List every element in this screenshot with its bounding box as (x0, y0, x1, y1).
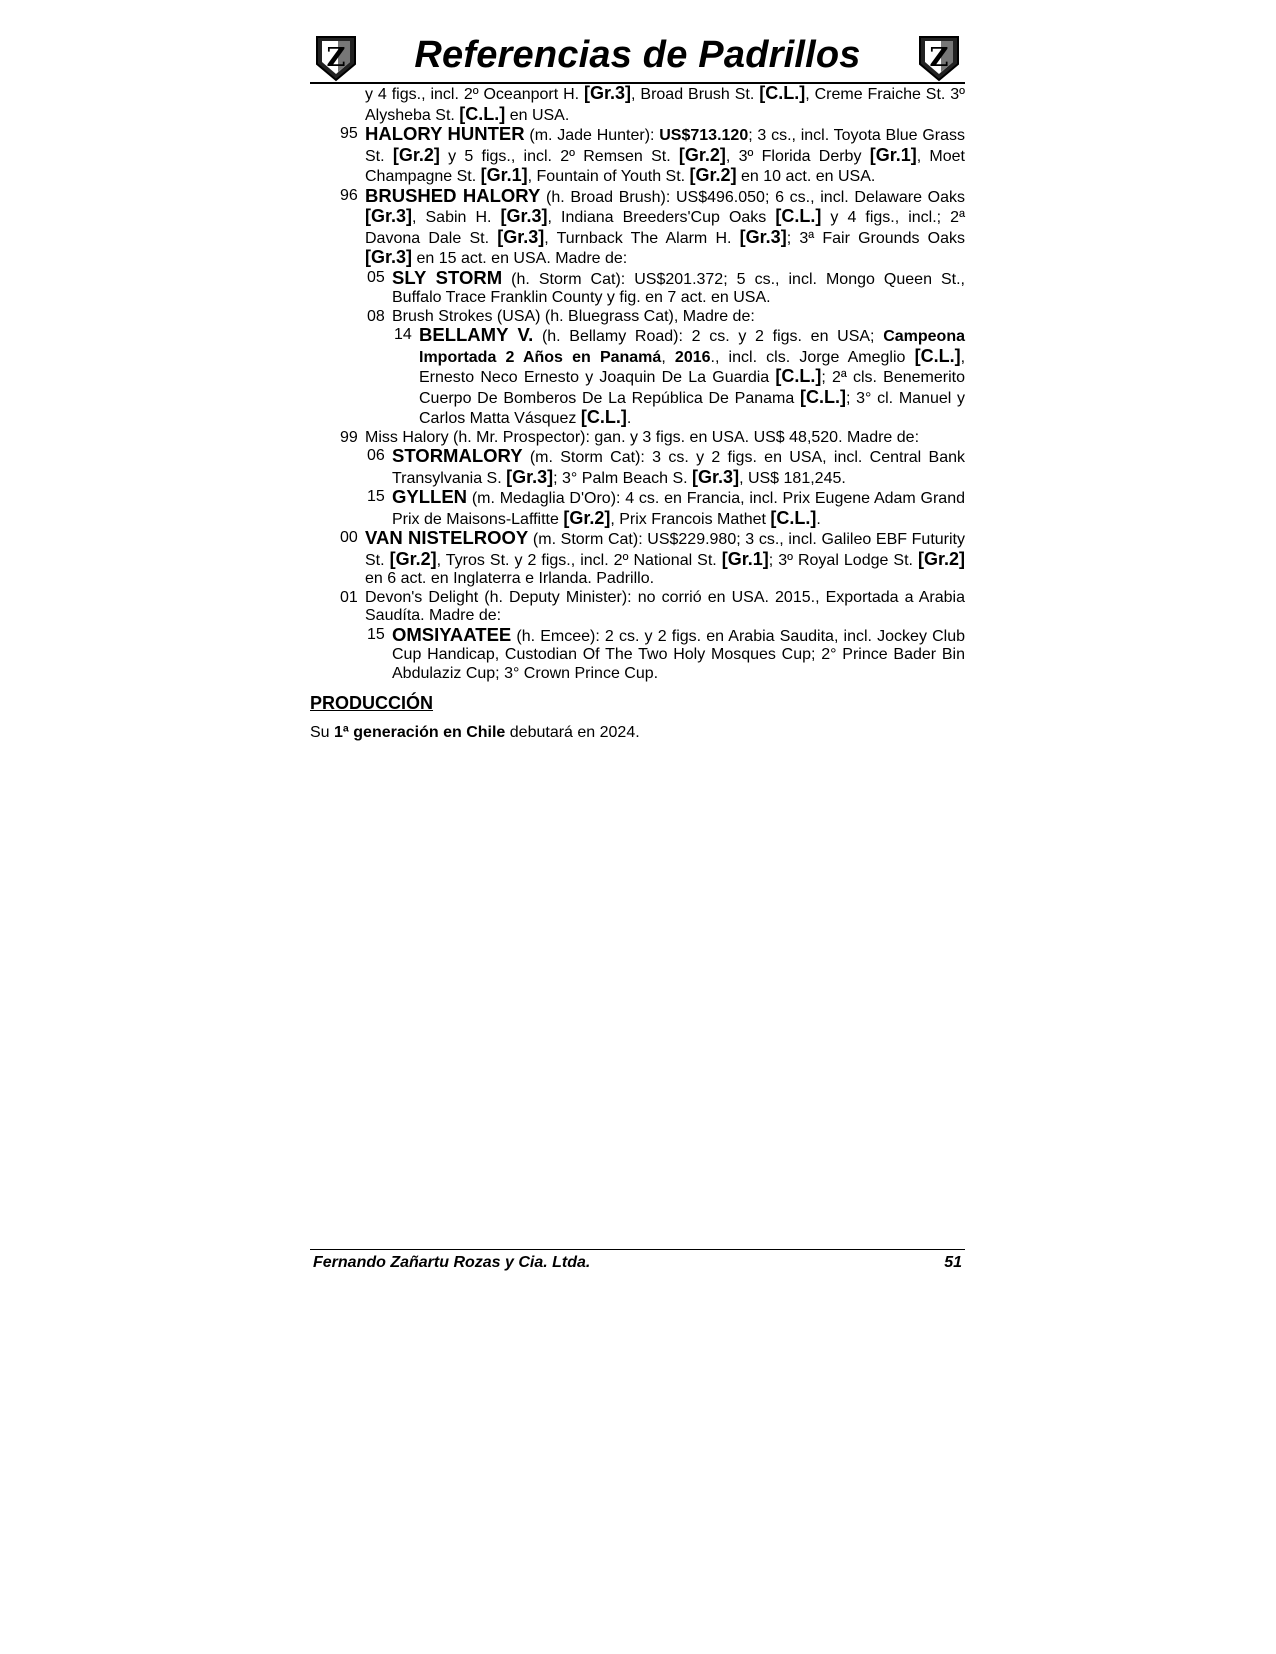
entry-text: , Broad Brush St. (631, 86, 760, 103)
grade-badge: [Gr.3] (497, 226, 545, 247)
grade-badge: [Gr.1] (480, 165, 528, 185)
horse-name: BELLAMY V. (419, 324, 534, 345)
entry-text: , Fountain of Youth St. (527, 168, 690, 185)
pedigree-entry (310, 447, 965, 488)
pedigree-entry (310, 488, 965, 529)
entry-year: 15 (367, 625, 385, 643)
grade-badge: [Gr.3] (365, 247, 413, 267)
entry-text: (h. Broad Brush): US$496.050; 6 cs., incl. Delaware Oaks (540, 188, 965, 206)
grade-badge: [C.L.] (775, 206, 822, 226)
entry-text: (h. Storm Cat): US$201.372; 5 cs., incl. Mongo Queen St., Buffalo Trace Franklin County y fig. en 7 act. en USA. (392, 270, 965, 306)
entry-text: . (626, 410, 632, 427)
entry-text: Miss Halory (h. Mr. Prospector): gan. y 3 figs. en USA. US$ 48,520. Madre de: (365, 428, 920, 446)
entry-text: , Creme Fraiche St. 3º Alysheba St. (365, 86, 966, 124)
horse-name: OMSIYAATEE (392, 623, 512, 645)
entry-text: , Indiana Breeders'Cup Oaks (547, 209, 776, 226)
pedigree-entry (310, 266, 965, 308)
entry-text: , (661, 348, 675, 366)
grade-badge: [Gr.2] (917, 548, 965, 569)
grade-badge: [C.L.] (580, 407, 627, 427)
pedigree-entry (310, 308, 965, 327)
production-text-start: Su (310, 724, 335, 741)
horse-name: GYLLEN (392, 486, 468, 507)
entry-text: (m. Jade Hunter): (524, 127, 660, 144)
entry-year: 06 (367, 447, 385, 464)
grade-badge: [Gr.2] (563, 507, 611, 528)
entry-text: en 15 act. en USA. Madre de: (412, 250, 628, 267)
grade-badge: [C.L.] (914, 345, 961, 366)
pedigree-entry (310, 326, 965, 429)
page-header (310, 30, 965, 84)
production-text (310, 724, 965, 742)
grade-badge: [Gr.2] (689, 165, 737, 185)
entry-text: y 4 figs., incl. 2º Oceanport H. (365, 86, 585, 103)
entry-text: y 5 figs., incl. 2º Remsen St. (439, 147, 679, 165)
horse-name: HALORY HUNTER (365, 123, 525, 144)
grade-badge: [Gr.3] (739, 226, 787, 247)
bold-text: Campeona Importada 2 Años en Panamá (419, 328, 965, 366)
entry-year: 99 (340, 428, 358, 446)
grade-badge: [Gr.2] (678, 144, 726, 165)
pedigree-entry (310, 125, 965, 187)
entry-year: 96 (340, 186, 358, 204)
grade-badge: [Gr.1] (869, 144, 917, 165)
bold-text: US$713.120 (659, 127, 749, 144)
entry-text: Brush Strokes (USA) (h. Bluegrass Cat), Madre de: (392, 307, 755, 325)
entry-year: 00 (340, 529, 358, 546)
horse-name: STORMALORY (392, 445, 523, 466)
pedigree-entry (310, 623, 965, 684)
page-footer (310, 1249, 965, 1275)
entry-text: (m. Storm Cat): 3 cs. y 2 figs. en USA, incl. Central Bank Transylvania S. (392, 449, 965, 487)
pedigree-entries (310, 84, 965, 683)
entry-text: en 10 act. en USA. (736, 168, 876, 185)
grade-badge: [Gr.3] (692, 466, 740, 487)
entry-text: , Tyros St. y 2 figs., incl. 2º National St. (436, 551, 722, 569)
entry-text: y 4 figs., incl.; 2ª Davona Dale St. (365, 209, 965, 247)
grade-badge: [Gr.3] (500, 206, 548, 226)
grade-badge: [Gr.3] (584, 83, 632, 103)
entry-text: , Moet Champagne St. (365, 147, 966, 185)
grade-badge: [C.L.] (799, 386, 846, 407)
grade-badge: [C.L.] (759, 83, 806, 103)
page-number: 51 (944, 1254, 962, 1271)
production-text-bold: 1ª generación en Chile (334, 724, 506, 741)
pedigree-entry (310, 84, 965, 125)
horse-name: SLY STORM (392, 266, 503, 288)
entry-text: ; 3º Royal Lodge St. (768, 551, 918, 569)
entry-text: , US$ 181,245. (739, 469, 846, 487)
entry-text: (h. Emcee): 2 cs. y 2 figs. en Arabia Saudita, incl. Jockey Club Cup Handicap, Custodian Of The Two Holy Mosques Cup; 2° Prince Bader Bin Abdulaziz Cup; 3° Crown Prince Cup. (392, 627, 965, 682)
entry-text: ; 3° Palm Beach S. (553, 469, 693, 487)
entry-text: ., incl. cls. Jorge Ameglio (710, 348, 915, 366)
entry-text: (m. Storm Cat): US$229.980; 3 cs., incl. Galileo EBF Futurity St. (365, 531, 965, 569)
entry-text: en USA. (505, 106, 570, 124)
entry-text: (m. Medaglia D'Oro): 4 cs. en Francia, incl. Prix Eugene Adam Grand Prix de Maisons-Laffitte (392, 490, 965, 528)
entry-text: , Prix Francois Mathet (610, 510, 771, 528)
grade-badge: [Gr.1] (721, 548, 769, 569)
entry-year: 95 (340, 125, 358, 142)
entry-text: ; 3° cl. Manuel y Carlos Matta Vásquez (419, 389, 965, 427)
production-text-end: debutará en 2024. (505, 724, 640, 741)
entry-text: , Turnback The Alarm H. (544, 229, 740, 247)
svg-text:Z: Z (326, 43, 346, 73)
entry-text: , Sabin H. (412, 209, 501, 226)
entry-year: 05 (367, 268, 385, 286)
grade-badge: [Gr.3] (365, 206, 413, 226)
entry-text: ; 2ª cls. Benemerito Cuerpo De Bomberos De La República De Panama (419, 369, 965, 407)
entry-text: , 3º Florida Derby (725, 147, 870, 165)
shield-logo-icon (314, 34, 358, 82)
horse-name: BRUSHED HALORY (365, 184, 541, 206)
grade-badge: [C.L.] (770, 507, 817, 528)
entry-text: . (816, 510, 821, 528)
entry-text: ; 3ª Fair Grounds Oaks (786, 229, 966, 247)
grade-badge: [Gr.2] (392, 144, 440, 165)
horse-name: VAN NISTELROOY (365, 527, 529, 548)
entry-year: 01 (340, 588, 358, 606)
footer-company: Fernando Zañartu Rozas y Cia. Ltda. (313, 1254, 591, 1271)
pedigree-entry (310, 589, 965, 626)
bold-text: 2016 (674, 348, 711, 366)
document-page (310, 30, 965, 742)
grade-badge: [C.L.] (459, 103, 506, 124)
grade-badge: [Gr.3] (506, 466, 554, 487)
grade-badge: [C.L.] (775, 366, 822, 386)
entry-year: 08 (367, 307, 385, 325)
grade-badge: [Gr.2] (389, 548, 437, 569)
entry-text: (h. Bellamy Road): 2 cs. y 2 figs. en USA; (533, 328, 884, 345)
shield-logo-icon (917, 34, 961, 82)
entry-text: , Ernesto Neco Ernesto y Joaquin De La Guardia (419, 348, 966, 386)
entry-year: 15 (367, 488, 385, 505)
entry-text: ; 3 cs., incl. Toyota Blue Grass St. (365, 127, 965, 165)
svg-text:Z: Z (929, 43, 949, 73)
pedigree-entry (310, 184, 966, 269)
production-heading: PRODUCCIÓN (310, 693, 434, 713)
pedigree-entry (310, 529, 965, 589)
page-title: Referencias de Padrillos (414, 34, 861, 76)
entry-year: 14 (394, 326, 412, 343)
entry-text: Devon's Delight (h. Deputy Minister): no corrió en USA. 2015., Exportada a Arabia Saudíta. Madre de: (365, 588, 965, 624)
entry-text: en 6 act. en Inglaterra e Irlanda. Padrillo. (365, 570, 655, 587)
